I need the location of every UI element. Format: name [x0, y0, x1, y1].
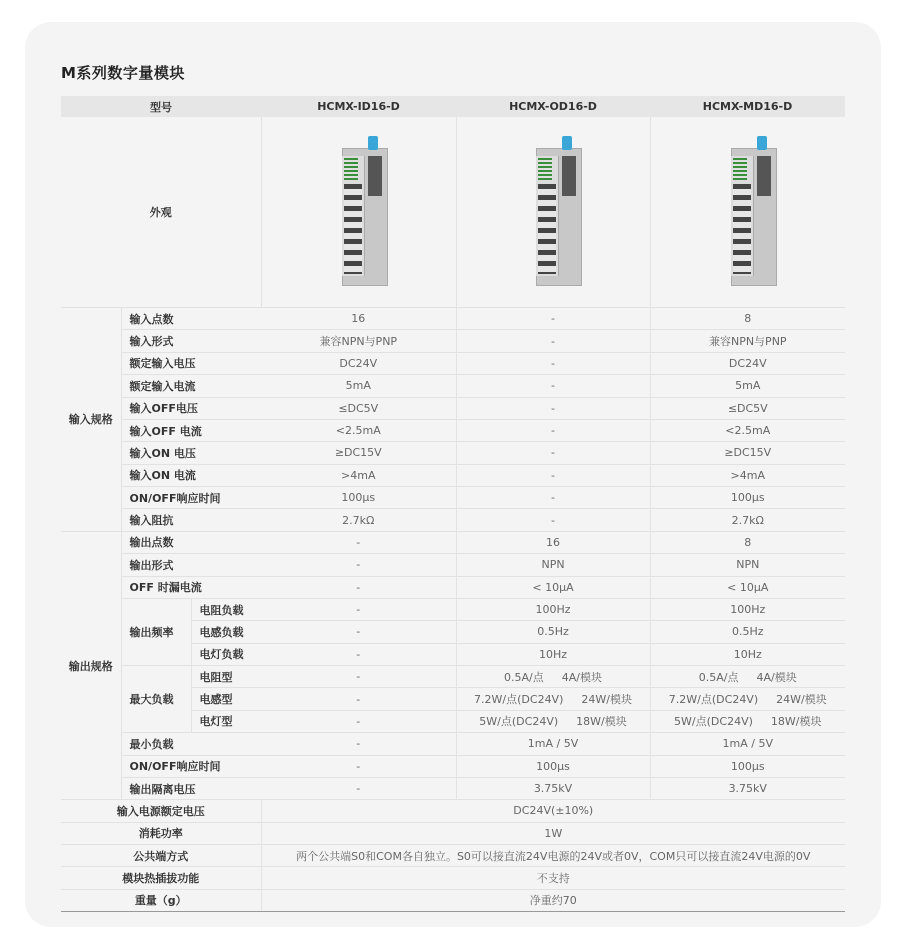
cell: - [456, 487, 650, 509]
row-label: 输入OFF 电流 [121, 419, 261, 441]
table-row [61, 666, 845, 688]
cell: 0.5Hz [456, 621, 650, 643]
cell: - [261, 688, 456, 710]
cell: 8 [650, 531, 845, 553]
cell: 3.75kV [456, 777, 650, 799]
cell: 16 [456, 531, 650, 553]
cell: 1mA / 5V [650, 733, 845, 755]
cell: DC24V [650, 352, 845, 374]
cell: - [456, 352, 650, 374]
row-label: ON/OFF响应时间 [121, 755, 261, 777]
cell: - [456, 330, 650, 352]
row-label: 电阻负载 [191, 598, 261, 620]
cell: 0.5A/点 4A/模块 [456, 666, 650, 688]
appearance-label: 外观 [61, 117, 261, 308]
module-image [324, 136, 394, 286]
cell: - [456, 397, 650, 419]
cell: - [261, 643, 456, 665]
row-label: 输出形式 [121, 554, 261, 576]
module-image [713, 136, 783, 286]
row-label: 重量（g） [61, 889, 261, 911]
cell: < 10μA [650, 576, 845, 598]
row-label: 电感型 [191, 688, 261, 710]
row-label: 输入电源额定电压 [61, 800, 261, 822]
row-label: 额定输入电流 [121, 375, 261, 397]
cell: 100μs [650, 755, 845, 777]
row-label: ON/OFF响应时间 [121, 487, 261, 509]
row-label: 额定输入电压 [121, 352, 261, 374]
row-label: 电灯负载 [191, 643, 261, 665]
table-row [61, 598, 845, 620]
cell: - [456, 509, 650, 531]
cell: - [456, 375, 650, 397]
table-row [61, 777, 845, 799]
cell: 0.5Hz [650, 621, 845, 643]
cell: 1W [261, 822, 845, 844]
table-row [61, 419, 845, 441]
table-row [61, 352, 845, 374]
table-row [61, 464, 845, 486]
row-label: 电阻型 [191, 666, 261, 688]
table-row [61, 442, 845, 464]
row-label: 输入阻抗 [121, 509, 261, 531]
cell: - [261, 554, 456, 576]
cell: 7.2W/点(DC24V) 24W/模块 [650, 688, 845, 710]
cell: 10Hz [650, 643, 845, 665]
table-row [61, 487, 845, 509]
spec-table [61, 96, 845, 912]
cell: - [261, 598, 456, 620]
cell: 1mA / 5V [456, 733, 650, 755]
table-row [61, 822, 845, 844]
cell: <2.5mA [650, 419, 845, 441]
cell: >4mA [650, 464, 845, 486]
cell: - [456, 419, 650, 441]
maxload-group-label: 最大负载 [121, 666, 191, 733]
table-row [61, 531, 845, 553]
cell: >4mA [261, 464, 456, 486]
row-label: 电感负载 [191, 621, 261, 643]
row-label: 消耗功率 [61, 822, 261, 844]
cell: 5W/点(DC24V) 18W/模块 [456, 710, 650, 732]
cell: - [456, 442, 650, 464]
cell: DC24V [261, 352, 456, 374]
module-image [518, 136, 588, 286]
cell: - [261, 621, 456, 643]
table-row [61, 845, 845, 867]
cell: 100Hz [650, 598, 845, 620]
cell: - [261, 733, 456, 755]
module-image-cell [456, 117, 650, 308]
cell: 10Hz [456, 643, 650, 665]
cell: 3.75kV [650, 777, 845, 799]
cell: 100μs [456, 755, 650, 777]
cell: 100μs [261, 487, 456, 509]
table-row [61, 576, 845, 598]
row-label: 模块热插拔功能 [61, 867, 261, 889]
row-label: 输入ON 电压 [121, 442, 261, 464]
model-header-label: 型号 [61, 96, 261, 117]
cell: - [261, 666, 456, 688]
table-row [61, 308, 845, 330]
table-row [61, 330, 845, 352]
cell: 0.5A/点 4A/模块 [650, 666, 845, 688]
cell: ≥DC15V [261, 442, 456, 464]
cell: 16 [261, 308, 456, 330]
appearance-row [61, 117, 845, 308]
row-label: 输入点数 [121, 308, 261, 330]
cell: 不支持 [261, 867, 845, 889]
model-name: HCMX-MD16-D [650, 96, 845, 117]
row-label: 输入ON 电流 [121, 464, 261, 486]
table-row [61, 733, 845, 755]
cell: - [456, 308, 650, 330]
cell: ≤DC5V [261, 397, 456, 419]
table-row [61, 554, 845, 576]
cell: - [261, 531, 456, 553]
cell: 两个公共端S0和COM各自独立。S0可以接直流24V电源的24V或者0V，COM只可以接直流24V电源的0V [261, 845, 845, 867]
cell: 100μs [650, 487, 845, 509]
table-row [61, 755, 845, 777]
cell: NPN [650, 554, 845, 576]
row-label: 输入形式 [121, 330, 261, 352]
cell: 兼容NPN与PNP [650, 330, 845, 352]
header-row [61, 96, 845, 117]
cell: <2.5mA [261, 419, 456, 441]
freq-group-label: 输出频率 [121, 598, 191, 665]
cell: - [261, 755, 456, 777]
row-label: 公共端方式 [61, 845, 261, 867]
cell: 5mA [650, 375, 845, 397]
cell: 净重约70 [261, 889, 845, 911]
cell: ≥DC15V [650, 442, 845, 464]
cell: - [261, 777, 456, 799]
table-row [61, 509, 845, 531]
cell: - [456, 464, 650, 486]
cell: 兼容NPN与PNP [261, 330, 456, 352]
row-label: 最小负载 [121, 733, 261, 755]
cell: - [261, 576, 456, 598]
cell: - [261, 710, 456, 732]
module-image-cell [650, 117, 845, 308]
table-row [61, 867, 845, 889]
cell: DC24V(±10%) [261, 800, 845, 822]
cell: 100Hz [456, 598, 650, 620]
cell: NPN [456, 554, 650, 576]
cell: 5mA [261, 375, 456, 397]
model-name: HCMX-ID16-D [261, 96, 456, 117]
output-group-label: 输出规格 [61, 531, 121, 800]
table-row [61, 889, 845, 911]
cell: ≤DC5V [650, 397, 845, 419]
cell: 2.7kΩ [650, 509, 845, 531]
input-group-label: 输入规格 [61, 308, 121, 532]
row-label: 输出点数 [121, 531, 261, 553]
table-row [61, 800, 845, 822]
row-label: 输入OFF电压 [121, 397, 261, 419]
cell: 5W/点(DC24V) 18W/模块 [650, 710, 845, 732]
row-label: 输出隔离电压 [121, 777, 261, 799]
row-label: 电灯型 [191, 710, 261, 732]
table-row [61, 375, 845, 397]
model-name: HCMX-OD16-D [456, 96, 650, 117]
module-image-cell [261, 117, 456, 308]
table-row [61, 397, 845, 419]
cell: 8 [650, 308, 845, 330]
cell: 7.2W/点(DC24V) 24W/模块 [456, 688, 650, 710]
cell: < 10μA [456, 576, 650, 598]
row-label: OFF 时漏电流 [121, 576, 261, 598]
page-title: M系列数字量模块 [61, 64, 185, 82]
cell: 2.7kΩ [261, 509, 456, 531]
